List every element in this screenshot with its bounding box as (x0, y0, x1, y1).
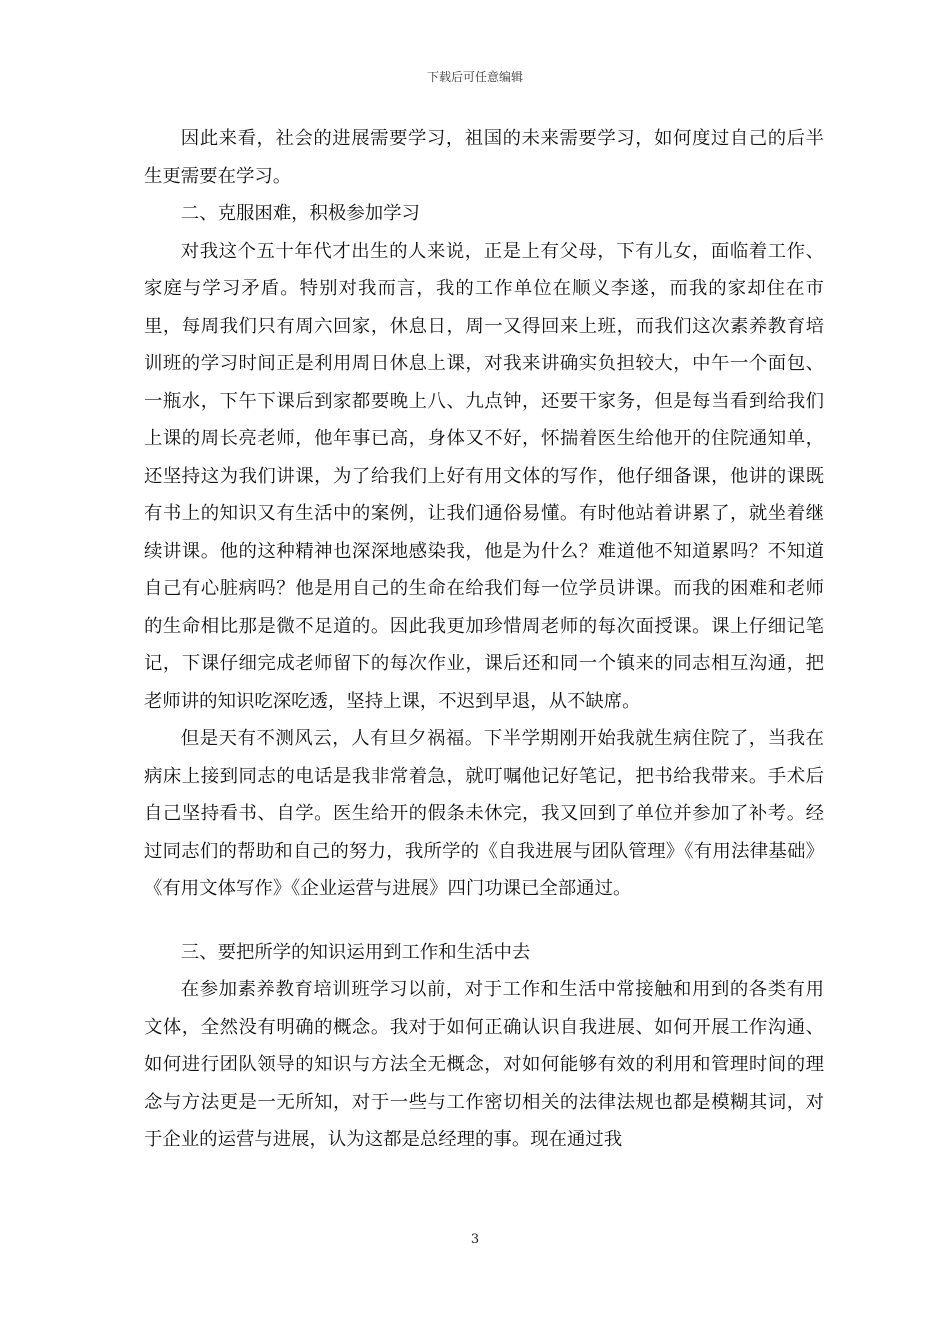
paragraph-overcome-difficulties: 对我这个五十年代才出生的人来说，正是上有父母，下有儿女，面临着工作、家庭与学习矛盾。特别对我而言，我的工作单位在顺义李遂，而我的家却住在市里，每周我们只有周六回家，休息日，周一又得回来上班，而我们这次素养教育培训班的学习时间正是利用周日休息上课，对我来讲确实负担较大，中午一个面包、一瓶水，下午下课后到家都要晚上八、九点钟，还要干家务，但是每当看到给我们上课的周长亮老师，他年事已高，身体又不好，怀揣着医生给他开的住院通知单，还坚持这为我们讲课，为了给我们上好有用文体的写作，他仔细备课，他讲的课既有书上的知识又有生活中的案例，让我们通俗易懂。有时他站着讲累了，就坐着继续讲课。他的这种精神也深深地感染我，他是为什么？难道他不知道累吗？不知道自己有心脏病吗？他是用自己的生命在给我们每一位学员讲课。而我的困难和老师的生命相比那是微不足道的。因此我更加珍惜周老师的每次面授课。课上仔细记笔记，下课仔细完成老师留下的每次作业，课后还和同一个镇来的同志相互沟通，把老师讲的知识吃深吃透，坚持上课，不迟到早退，从不缺席。 (144, 240, 824, 712)
section-heading-2: 二、克服困难，积极参加学习 (180, 203, 420, 224)
page-header: 下载后可任意编辑 (426, 70, 523, 84)
paragraph-conclusion: 因此来看，社会的进展需要学习，祖国的未来需要学习，如何度过自己的后半生更需要在学习。 (144, 128, 824, 187)
page-number: 3 (470, 1232, 480, 1247)
section-spacer (144, 908, 824, 934)
paragraph-illness: 但是天有不测风云，人有旦夕祸福。下半学期刚开始我就生病住院了，当我在病床上接到同志的电话是我非常着急，就叮嘱他记好笔记，把书给我带来。手术后自己坚持看书、自学。医生给开的假条未休完，我又回到了单位并参加了补考。经过同志们的帮助和自己的努力，我所学的《自我进展与团队管理》《有用法律基础》《有用文体写作》《企业运营与进展》四门功课已全部通过。 (144, 728, 824, 899)
section-heading-3: 三、要把所学的知识运用到工作和生活中去 (180, 941, 531, 963)
document-body (144, 120, 824, 1159)
paragraph-apply-knowledge: 在参加素养教育培训班学习以前，对于工作和生活中常接触和用到的各类有用文体，全然没有明确的概念。我对于如何正确认识自我进展、如何开展工作沟通、如何进行团队领导的知识与方法全无概念，对如何能够有效的利用和管理时间的理念与方法更是一无所知，对于一些与工作密切相关的法律法规也都是模糊其词，对于企业的运营与进展，认为这都是总经理的事。现在通过我 (144, 979, 824, 1150)
